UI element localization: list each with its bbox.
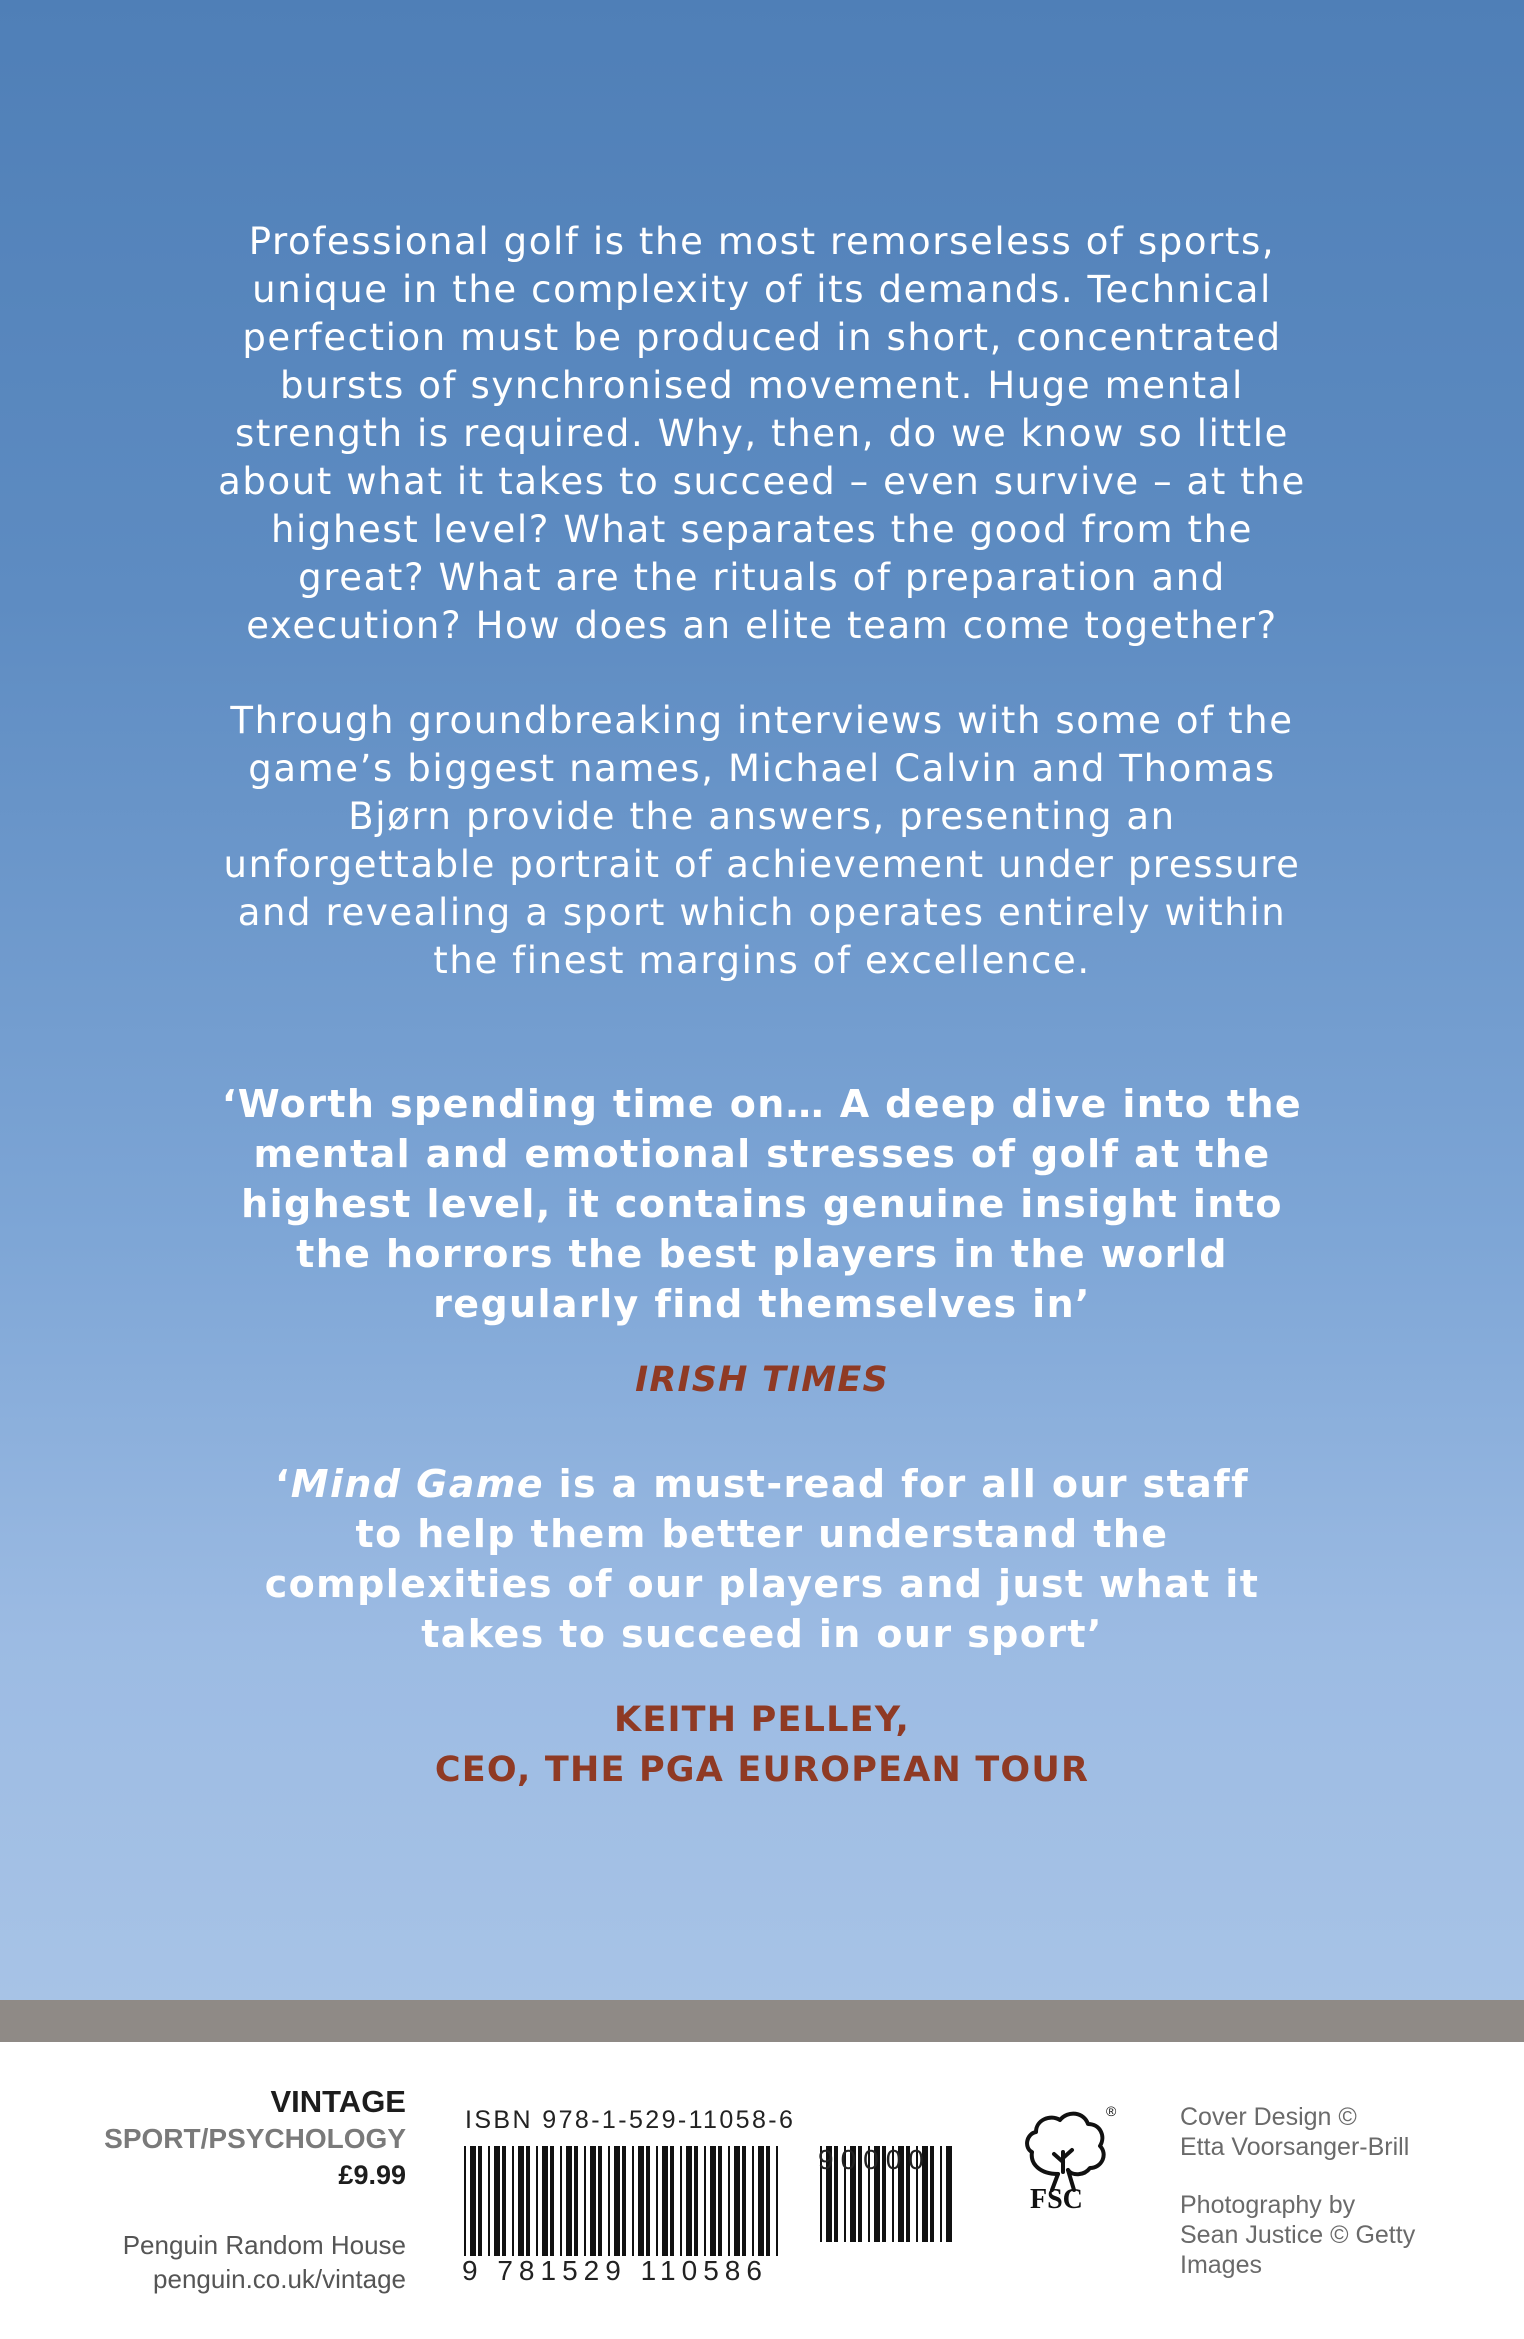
cover-design-credit: [1180, 2102, 1409, 2162]
blurb-line: about what it takes to succeed – even survive – at the: [218, 460, 1306, 503]
quote-source-2: [0, 1695, 1524, 1795]
credit-line: Etta Voorsanger-Brill: [1180, 2133, 1410, 2161]
book-title: Mind Game: [290, 1462, 544, 1506]
blurb-line: unique in the complexity of its demands. Technical: [252, 268, 1272, 311]
blurb-line: highest level? What separates the good from the: [270, 508, 1253, 551]
blurb-line: strength is required. Why, then, do we know so little: [235, 412, 1289, 455]
credit-line: Sean Justice © Getty: [1180, 2221, 1416, 2249]
category-label: SPORT/PSYCHOLOGY: [104, 2123, 406, 2154]
quote-line: ‘Worth spending time on… A deep dive into the: [221, 1082, 1303, 1126]
tree-icon: [1027, 2114, 1104, 2175]
blurb-line: bursts of synchronised movement. Huge mental: [280, 364, 1244, 407]
blurb-line: Bjørn provide the answers, presenting an: [348, 795, 1176, 838]
source-line: CEO, THE PGA EUROPEAN TOUR: [434, 1750, 1090, 1790]
quote-line: ‘Mind Game is a must-read for all our staff: [274, 1462, 1250, 1506]
barcode-main-bars: [464, 2146, 778, 2256]
isbn-label: ISBN 978-1-529-11058-6: [465, 2106, 796, 2134]
publisher-name: Penguin Random House: [122, 2230, 406, 2260]
review-quote-1: [170, 1079, 1354, 1329]
fsc-label: FSC: [1030, 2184, 1083, 2212]
quote-line: regularly find themselves in’: [433, 1282, 1091, 1326]
barcode-addon-digits: 90000: [818, 2144, 931, 2175]
source-line: KEITH PELLEY,: [614, 1700, 910, 1740]
quote-line: to help them better understand the: [355, 1512, 1169, 1556]
publisher-website: penguin.co.uk/vintage: [153, 2264, 406, 2294]
imprint-name: VINTAGE: [270, 2084, 406, 2119]
quote-source-1: IRISH TIMES: [635, 1360, 889, 1400]
fsc-logo: [1010, 2102, 1130, 2212]
credit-line: Photography by: [1180, 2191, 1356, 2219]
divider-band: [0, 2000, 1524, 2042]
barcode-digits: 9 781529 110586: [462, 2255, 768, 2286]
photography-credit: [1180, 2190, 1415, 2280]
blurb-line: and revealing a sport which operates entirely within: [237, 891, 1287, 934]
blurb-paragraph-2: [180, 697, 1344, 985]
blurb-line: perfection must be produced in short, concentrated: [242, 316, 1282, 359]
quote-line: highest level, it contains genuine insight into: [241, 1182, 1283, 1226]
blurb-line: game’s biggest names, Michael Calvin and Thomas: [248, 747, 1276, 790]
blurb-line: the finest margins of excellence.: [433, 939, 1091, 982]
quote-line: complexities of our players and just what it: [264, 1562, 1260, 1606]
blurb-line: Through groundbreaking interviews with some of the: [230, 699, 1294, 742]
price: £9.99: [338, 2160, 406, 2190]
blurb-line: execution? How does an elite team come together?: [246, 604, 1278, 647]
credit-line: Images: [1180, 2251, 1262, 2279]
blurb-paragraph-1: [180, 218, 1344, 650]
review-quote-2: [170, 1459, 1354, 1659]
registered-mark: ®: [1106, 2103, 1117, 2119]
blurb-line: unforgettable portrait of achievement under pressure: [223, 843, 1301, 886]
blurb-line: great? What are the rituals of preparation and: [298, 556, 1226, 599]
credit-line: Cover Design ©: [1180, 2103, 1357, 2131]
blurb-line: Professional golf is the most remorseless of sports,: [248, 220, 1276, 263]
quote-line: the horrors the best players in the world: [296, 1232, 1228, 1276]
quote-line: takes to succeed in our sport’: [421, 1612, 1103, 1656]
quote-line: mental and emotional stresses of golf at the: [253, 1132, 1271, 1176]
